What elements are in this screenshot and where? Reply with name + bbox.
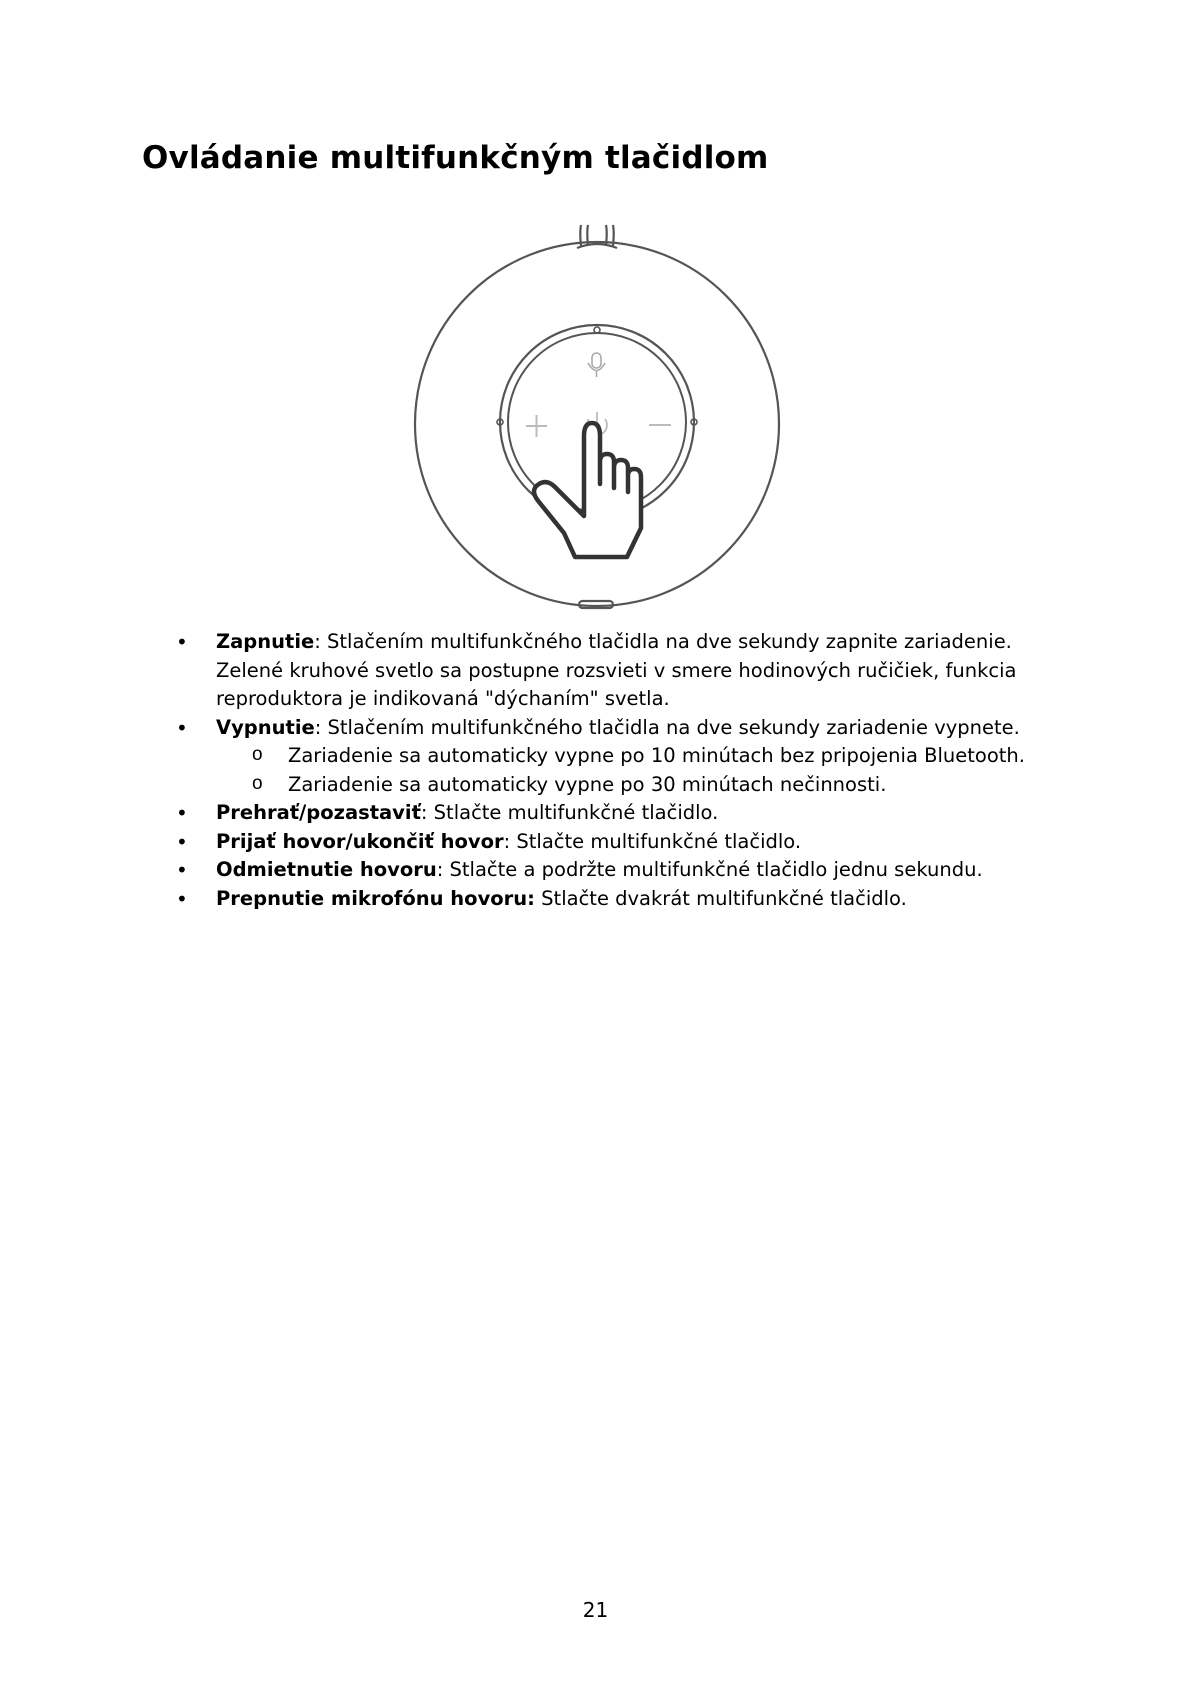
list-item [176,885,1076,914]
item-label: Odmietnutie hovoru [216,858,437,881]
item-text: : Stlačením multifunkčného tlačidla na dve sekundy zariadenie vypnete. [314,715,1020,739]
speaker-illustration [405,222,795,614]
list-item [176,856,1076,885]
page-number: 21 [582,1598,609,1622]
list-item [176,828,1076,857]
item-text: : Stlačte multifunkčné tlačidlo. [503,829,802,853]
item-label: Vypnutie [216,715,315,739]
page-title: Ovládanie multifunkčným tlačidlom [142,140,769,176]
item-label: Prehrať/pozastaviť [216,801,421,824]
sub-list [216,742,1076,799]
plus-icon [526,415,547,437]
item-text: : Stlačením multifunkčného tlačidla na dve sekundy zapnite zariadenie. Zelené kruhové svetlo sa postupne rozsvieti v smere hodinových ručičiek, funkcia reproduktora je indikovaná "dýchaním" svetla. [216,630,1017,710]
sub-list-item: o Zariadenie sa automaticky vypne po 10 minútach bez pripojenia Bluetooth. [216,742,1076,771]
item-label: Prijať hovor/ukončiť hovor [216,829,504,853]
strap-icon [577,225,617,248]
list-item [176,714,1076,800]
item-label: Zapnutie [216,630,315,653]
list-item [176,628,1076,714]
microphone-icon [588,353,605,377]
item-label: Prepnutie mikrofónu hovoru: [216,886,535,910]
list-item [176,799,1076,828]
instruction-list [176,628,1076,913]
sub-list-item: o Zariadenie sa automaticky vypne po 30 minútach nečinnosti. [216,771,1076,800]
item-text: : Stlačte multifunkčné tlačidlo. [420,801,719,824]
pointing-hand-icon [534,423,641,557]
item-text: Stlačte dvakrát multifunkčné tlačidlo. [534,886,907,910]
item-text: : Stlačte a podržte multifunkčné tlačidlo jednu sekundu. [436,858,983,881]
